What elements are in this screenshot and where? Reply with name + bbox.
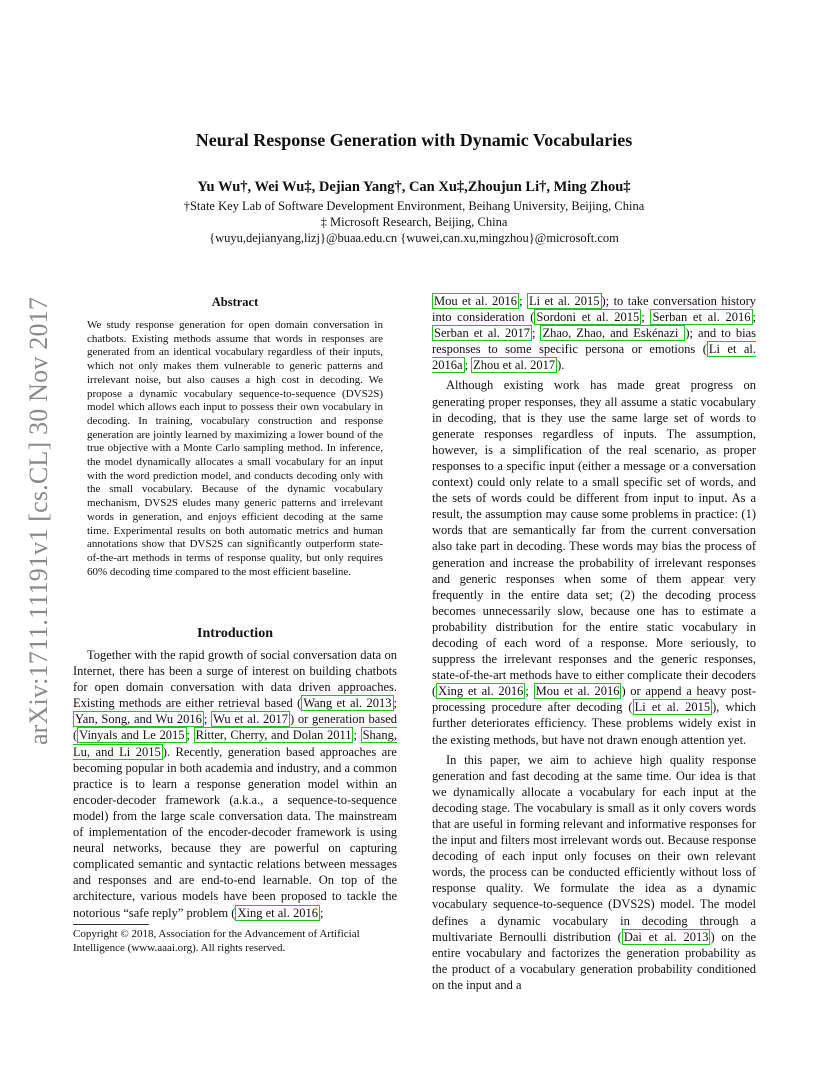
- citation-link[interactable]: Zhou et al. 2017: [473, 358, 556, 373]
- citation-link[interactable]: Xing et al. 2016: [237, 905, 318, 920]
- author-emails: {wuyu,dejianyang,lizj}@buaa.edu.cn {wuwei,can.xu,mingzhou}@microsoft.com: [209, 231, 619, 245]
- citation-link[interactable]: Li et al. 2016a: [432, 342, 756, 373]
- footnote-rule: [73, 924, 149, 925]
- abstract-text: We study response generation for open domain conversation in chatbots. Existing methods assume that words in responses are generated from an identical vocabulary regardless of their inputs, which not only makes them vulnerable to generic patterns and irrelevant noise, but also causes a high cost in decoding. We propose a dynamic vocabulary sequence-to-sequence (DVS2S) model which allows each input to possess their own vocabulary in decoding. In training, vocabulary construction and response generation are jointly learned by maximizing a lower bound of the true objective with a Monte Carlo sampling method. In inference, the model dynamically allocates a small vocabulary for an input with the word prediction model, and conducts decoding only with the small vocabulary. Because of the dynamic vocabulary mechanism, DVS2S eludes many generic patterns and irrelevant words in generation, and enjoys efficient decoding at the same time. Experimental results on both automatic metrics and human annotations show that DVS2S can significantly outperform state-of-the-art methods in terms of response quality, but only requires 60% decoding time compared to the most efficient baseline.: [87, 319, 383, 578]
- copyright-footnote: Copyright © 2018, Association for the Advancement of Artificial Intelligence (www.aaai.org). All rights reserved.: [73, 928, 360, 954]
- author-list: Yu Wu†, Wei Wu‡, Dejian Yang†, Can Xu‡,Zhoujun Li†, Ming Zhou‡: [197, 179, 631, 195]
- intro-text: In this paper, we aim to achieve high quality response generation and fast decoding at the same time. Our idea is that we dynamically allocate a vocabulary for each input at the decoding stage. The vocabulary is small as it only covers words that are useful in forming relevant and informative responses for the input and filters most irrelevant words out. Because response decoding of each input only focuses on their own relevant words, the process can be conducted efficiently without loss of response quality. We formulate the idea as a dynamic vocabulary sequence-to-sequence (DVS2S) model. The model defines a dynamic vocabulary in decoding through a multivariate Bernoulli distribution (: [432, 752, 756, 944]
- arxiv-id-label: arXiv:1711.11191v1 [cs.CL] 30 Nov 2017: [24, 296, 53, 746]
- citation-link[interactable]: Wu et al. 2017: [213, 712, 288, 727]
- citation-link[interactable]: Zhao, Zhao, and Eskénazi: [542, 326, 684, 341]
- citation-link[interactable]: Serban et al. 2016: [652, 310, 751, 325]
- intro-paragraph-2: [432, 377, 756, 747]
- citation-link[interactable]: Yan, Song, and Wu 2016: [75, 712, 202, 727]
- citation-separator: ;: [353, 728, 361, 743]
- intro-text: ) on the entire vocabulary and factorizes the generation probability as the product of a vocabulary generation probability conditioned on the input and a: [432, 929, 756, 992]
- citation-link[interactable]: Ritter, Cherry, and Dolan 2011: [195, 728, 352, 743]
- citation-separator: ;: [393, 696, 397, 711]
- citation-link[interactable]: Xing et al. 2016: [438, 684, 524, 699]
- right-column-body: [432, 293, 756, 993]
- citation-separator: ;: [531, 326, 541, 341]
- citation-link[interactable]: Wang et al. 2013: [303, 696, 392, 711]
- intro-text: ); and to bias responses to some specific persona or emotions (: [432, 326, 756, 357]
- citation-separator: ;: [525, 684, 534, 699]
- left-column-body: [73, 647, 397, 921]
- intro-text: ).: [557, 358, 565, 373]
- intro-text: ); to take conversation history into consideration (: [432, 294, 756, 325]
- citation-link[interactable]: Serban et al. 2017: [434, 326, 530, 341]
- intro-text: ). Recently, generation based approaches are becoming popular in both academia and industry, and a common practice is to learn a response generation model within an encoder-decoder framework (a.k.a., a sequence-to-sequence model) from the large scale conversation data. The mainstream of implementation of the encoder-decoder framework is using neural networks, because they are powerful on capturing complicated semantic and syntactic relations between messages and responses and are end-to-end learnable. On top of the architecture, various models have been proposed to tackle the notorious “safe reply” problem (: [73, 744, 397, 920]
- intro-paragraph-1-continued: [432, 293, 756, 373]
- citation-link[interactable]: Mou et al. 2016: [535, 684, 620, 699]
- citation-separator: ;: [641, 310, 651, 325]
- citation-separator: ;: [203, 712, 212, 727]
- citation-separator: ;: [186, 728, 194, 743]
- intro-text: Although existing work has made great progress on generating proper responses, they all assume a static vocabulary in decoding, that is they use the same large set of words to generate responses regardless of inputs. The assumption, however, is a simplification of the real scenario, as proper responses to a specific input (either a message or a conversation context) could only relate to a small specific set of words, and the sets of words could be different from input to input. As a result, the assumption may cause some problems in practice: (1) words that are semantically far from the current conversation also take part in decoding. These words may bias the process of generation and increase the probability of irrelevant responses and generic responses when some of them appear very frequently in the entire data set; (2) the decoding process becomes unnecessarily slow, because one has to estimate a probability distribution for the entire static vocabulary in decoding of each word of a response. More seriously, to suppress the irrelevant responses and the generic responses, state-of-the-art methods have to either complicate their decoders (: [432, 378, 756, 699]
- arxiv-sidebar-stamp: [22, 282, 56, 760]
- paper-title: Neural Response Generation with Dynamic Vocabularies: [195, 130, 633, 150]
- intro-text: Together with the rapid growth of social conversation data on Internet, there has been a surge of interest on building chatbots for open domain conversation with data driven approaches. Existing methods are either retrieval based (: [73, 648, 397, 711]
- affiliation-microsoft: ‡ Microsoft Research, Beijing, China: [320, 215, 508, 229]
- citation-link[interactable]: Dai et al. 2013: [623, 929, 709, 944]
- citation-link[interactable]: Li et al. 2015: [634, 700, 711, 715]
- citation-separator: ;: [519, 294, 527, 308]
- intro-text: ;: [320, 905, 324, 920]
- citation-separator: ;: [752, 310, 756, 325]
- citation-link[interactable]: Vinyals and Le 2015: [79, 728, 185, 743]
- abstract-heading: Abstract: [211, 295, 259, 309]
- citation-link[interactable]: Li et al. 2015: [528, 294, 600, 308]
- intro-paragraph-1: [73, 647, 397, 921]
- affiliation-beihang: †State Key Lab of Software Development Environment, Beihang University, Beijing, China: [183, 199, 645, 213]
- citation-separator: ;: [464, 358, 472, 373]
- intro-text: ) or generation based (: [73, 712, 397, 743]
- intro-text: ) or append a heavy post-processing procedure after decoding (: [432, 684, 756, 715]
- intro-paragraph-3: [432, 752, 756, 993]
- citation-link[interactable]: Shang, Lu, and Li 2015: [73, 728, 397, 759]
- citation-link[interactable]: Mou et al. 2016: [434, 294, 518, 308]
- citation-link[interactable]: Sordoni et al. 2015: [536, 310, 640, 325]
- intro-text: ), which further deteriorates efficiency. These problems widely exist in the existing methods, but have not drawn enough attention yet.: [432, 700, 756, 747]
- introduction-heading: Introduction: [197, 626, 273, 641]
